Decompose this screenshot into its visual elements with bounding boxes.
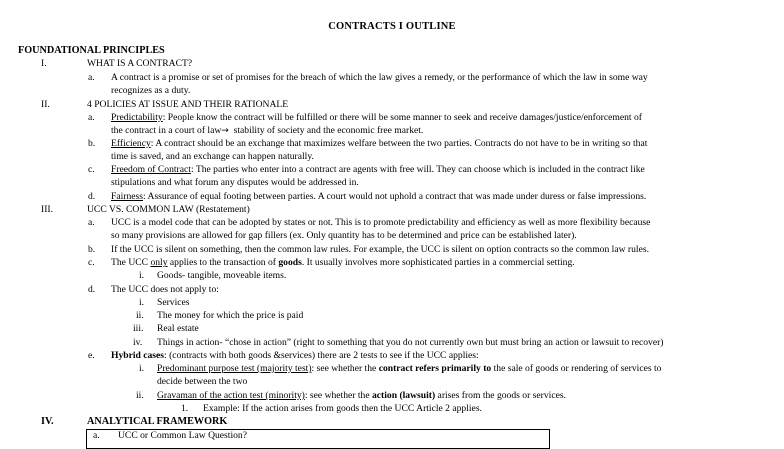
section-number: IV.	[41, 416, 54, 427]
section-number: I.	[41, 58, 47, 69]
item-text: The UCC does not apply to:	[111, 284, 219, 295]
item-text-cont: time is saved, and an exchange can happen naturally.	[111, 151, 314, 162]
subitem-label: i.	[139, 270, 145, 281]
section-title: ANALYTICAL FRAMEWORK	[87, 416, 228, 427]
subitem-text: The money for which the price is paid	[157, 310, 304, 321]
item-label: d.	[88, 284, 96, 295]
term: Efficiency	[111, 138, 151, 149]
section-title: UCC VS. COMMON LAW (Restatement)	[87, 204, 250, 215]
subitem-label: iv.	[133, 337, 143, 348]
arrow-icon: →	[221, 126, 229, 136]
item-label: c.	[88, 257, 95, 268]
item-label: a.	[88, 112, 95, 123]
subitem-label: ii.	[136, 390, 144, 401]
item-text: Fairness: Assurance of equal footing between parties. A court would not uphold a contract that was made under duress or false impressions.	[111, 191, 647, 202]
item-text: Hybrid cases: (contracts with both goods &services) there are 2 tests to see if the UCC applies:	[111, 350, 479, 361]
subitem-label: iii.	[133, 323, 144, 334]
item-text: A contract is a promise or set of promises for the breach of which the law gives a remedy, or the performance of which the law in some way	[111, 72, 648, 83]
term: Fairness	[111, 191, 143, 202]
item-label: d.	[88, 191, 96, 202]
item-label: c.	[88, 164, 95, 175]
item-text-cont: stipulations and what forum any disputes would be addressed in.	[111, 177, 359, 188]
subitem-text: Gravaman of the action test (minority): see whether the action (lawsuit) arises from the goods or services.	[157, 390, 566, 401]
subitem-label: i.	[139, 297, 145, 308]
item-text: If the UCC is silent on something, then the common law rules. For example, the UCC is silent on option contracts so the common law rules.	[111, 244, 649, 255]
item-text: Predictability: People know the contract will be fulfilled or there will be some manner to seek and receive damages/justice/enforcement of	[111, 112, 642, 123]
subitem-text-cont: decide between the two	[157, 376, 248, 387]
subsubitem-label: 1.	[181, 403, 189, 414]
item-label: b.	[88, 244, 96, 255]
subitem-label: ii.	[136, 310, 144, 321]
term: Freedom of Contract	[111, 164, 191, 175]
subitem-label: i.	[139, 363, 145, 374]
subsubitem-text: Example: If the action arises from goods then the UCC Article 2 applies.	[203, 403, 482, 414]
item-text-cont: the contract in a court of law→ stability of society and the economic free market.	[111, 125, 424, 136]
item-label: b.	[88, 138, 96, 149]
item-text-cont: recognizes as a duty.	[111, 85, 191, 96]
item-text: The UCC only applies to the transaction of goods. It usually involves more sophisticated parties in a commercial setting.	[111, 257, 575, 268]
item-label: a.	[93, 430, 100, 441]
section-number: II.	[41, 99, 50, 110]
item-text: UCC is a model code that can be adopted by states or not. This is to promote predictability and efficiency as well as more flexibility because	[111, 217, 651, 228]
subitem-text: Predominant purpose test (majority test): see whether the contract refers primarily to the sale of goods or rendering of services to	[157, 363, 662, 374]
item-text-cont: so many provisions are allowed for gap fillers (ex. Only quantity has to be determined and price can be established later).	[111, 230, 577, 241]
subitem-text: Services	[157, 297, 190, 308]
subitem-text: Things in action- “chose in action” (right to something that you do not currently own but must bring an action or lawsuit to recover)	[157, 337, 664, 348]
section-number: III.	[41, 204, 53, 215]
document-title: CONTRACTS I OUTLINE	[328, 21, 456, 32]
term: Hybrid cases	[111, 350, 165, 361]
subitem-text: Real estate	[157, 323, 199, 334]
section-title: 4 POLICIES AT ISSUE AND THEIR RATIONALE	[87, 99, 289, 110]
term: Predictability	[111, 112, 163, 123]
main-heading: FOUNDATIONAL PRINCIPLES	[18, 45, 165, 56]
item-label: a.	[88, 217, 95, 228]
item-text: UCC or Common Law Question?	[118, 430, 247, 441]
item-text: Freedom of Contract: The parties who enter into a contract are agents with free will. They can choose which is included in the contract like	[111, 164, 645, 175]
item-label: a.	[88, 72, 95, 83]
subitem-text: Goods- tangible, moveable items.	[157, 270, 287, 281]
section-title: WHAT IS A CONTRACT?	[87, 58, 193, 69]
item-text: Efficiency: A contract should be an exchange that maximizes welfare between the two parties. Contracts do not have to be in writing so that	[111, 138, 648, 149]
item-label: e.	[88, 350, 95, 361]
